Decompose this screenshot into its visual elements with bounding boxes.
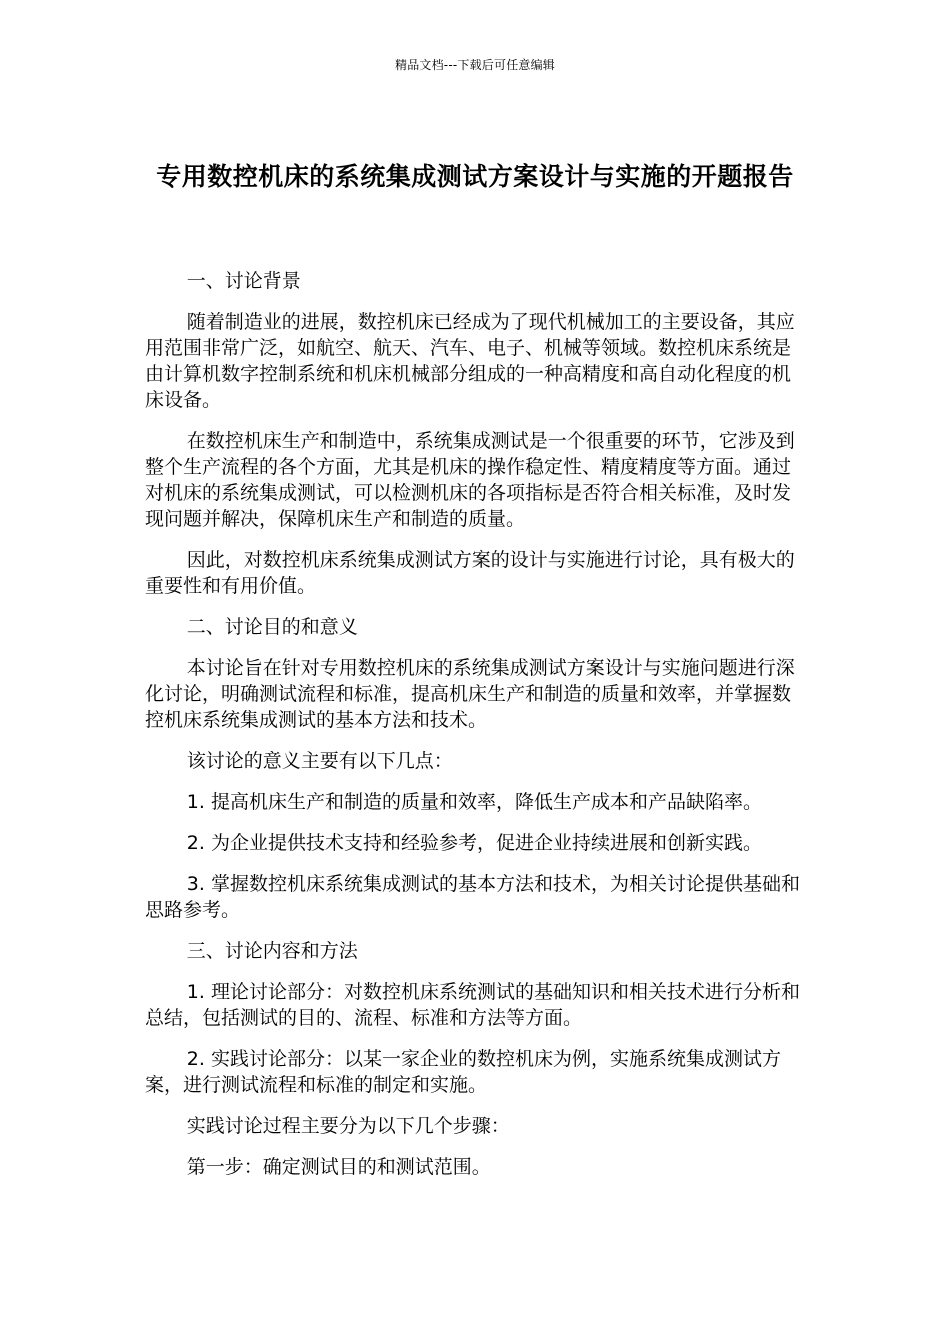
- document-body: [145, 268, 809, 1195]
- paragraph: 因此，对数控机床系统集成测试方案的设计与实施进行讨论，具有极大的重要性和有用价值。: [145, 549, 795, 597]
- list-item: 3. 掌握数控机床系统集成测试的基本方法和技术，为相关讨论提供基础和思路参考。: [145, 873, 800, 921]
- document-title: 专用数控机床的系统集成测试方案设计与实施的开题报告: [156, 161, 794, 191]
- list-item: 1. 理论讨论部分：对数控机床系统测试的基础知识和相关技术进行分析和总结，包括测试的目的、流程、标准和方法等方面。: [145, 981, 800, 1029]
- section-heading-background: 一、讨论背景: [186, 270, 301, 292]
- paragraph: 第一步：确定测试目的和测试范围。: [186, 1156, 491, 1178]
- paragraph: 实践讨论过程主要分为以下几个步骤：: [186, 1115, 510, 1137]
- list-item: 2. 实践讨论部分：以某一家企业的数控机床为例，实施系统集成测试方案，进行测试流程和标准的制定和实施。: [145, 1048, 781, 1096]
- section-heading-content: 三、讨论内容和方法: [186, 940, 358, 962]
- paragraph: 在数控机床生产和制造中，系统集成测试是一个很重要的环节，它涉及到整个生产流程的各个方面，尤其是机床的操作稳定性、精度精度等方面。通过对机床的系统集成测试，可以检测机床的各项指标是否符合相关标准，及时发现问题并解决，保障机床生产和制造的质量。: [145, 430, 795, 530]
- section-heading-purpose: 二、讨论目的和意义: [186, 616, 358, 638]
- list-item: 1. 提高机床生产和制造的质量和效率，降低生产成本和产品缺陷率。: [186, 791, 762, 813]
- paragraph: 随着制造业的进展，数控机床已经成为了现代机械加工的主要设备，其应用范围非常广泛，如航空、航天、汽车、电子、机械等领域。数控机床系统是由计算机数字控制系统和机床机械部分组成的一种高精度和高自动化程度的机床设备。: [145, 311, 795, 411]
- paragraph: 该讨论的意义主要有以下几点：: [186, 750, 453, 772]
- list-item: 2. 为企业提供技术支持和经验参考，促进企业持续进展和创新实践。: [186, 832, 762, 854]
- header-note: 精品文档---下载后可任意编辑: [395, 58, 555, 72]
- paragraph: 本讨论旨在针对专用数控机床的系统集成测试方案设计与实施问题进行深化讨论，明确测试流程和标准，提高机床生产和制造的质量和效率，并掌握数控机床系统集成测试的基本方法和技术。: [145, 657, 795, 731]
